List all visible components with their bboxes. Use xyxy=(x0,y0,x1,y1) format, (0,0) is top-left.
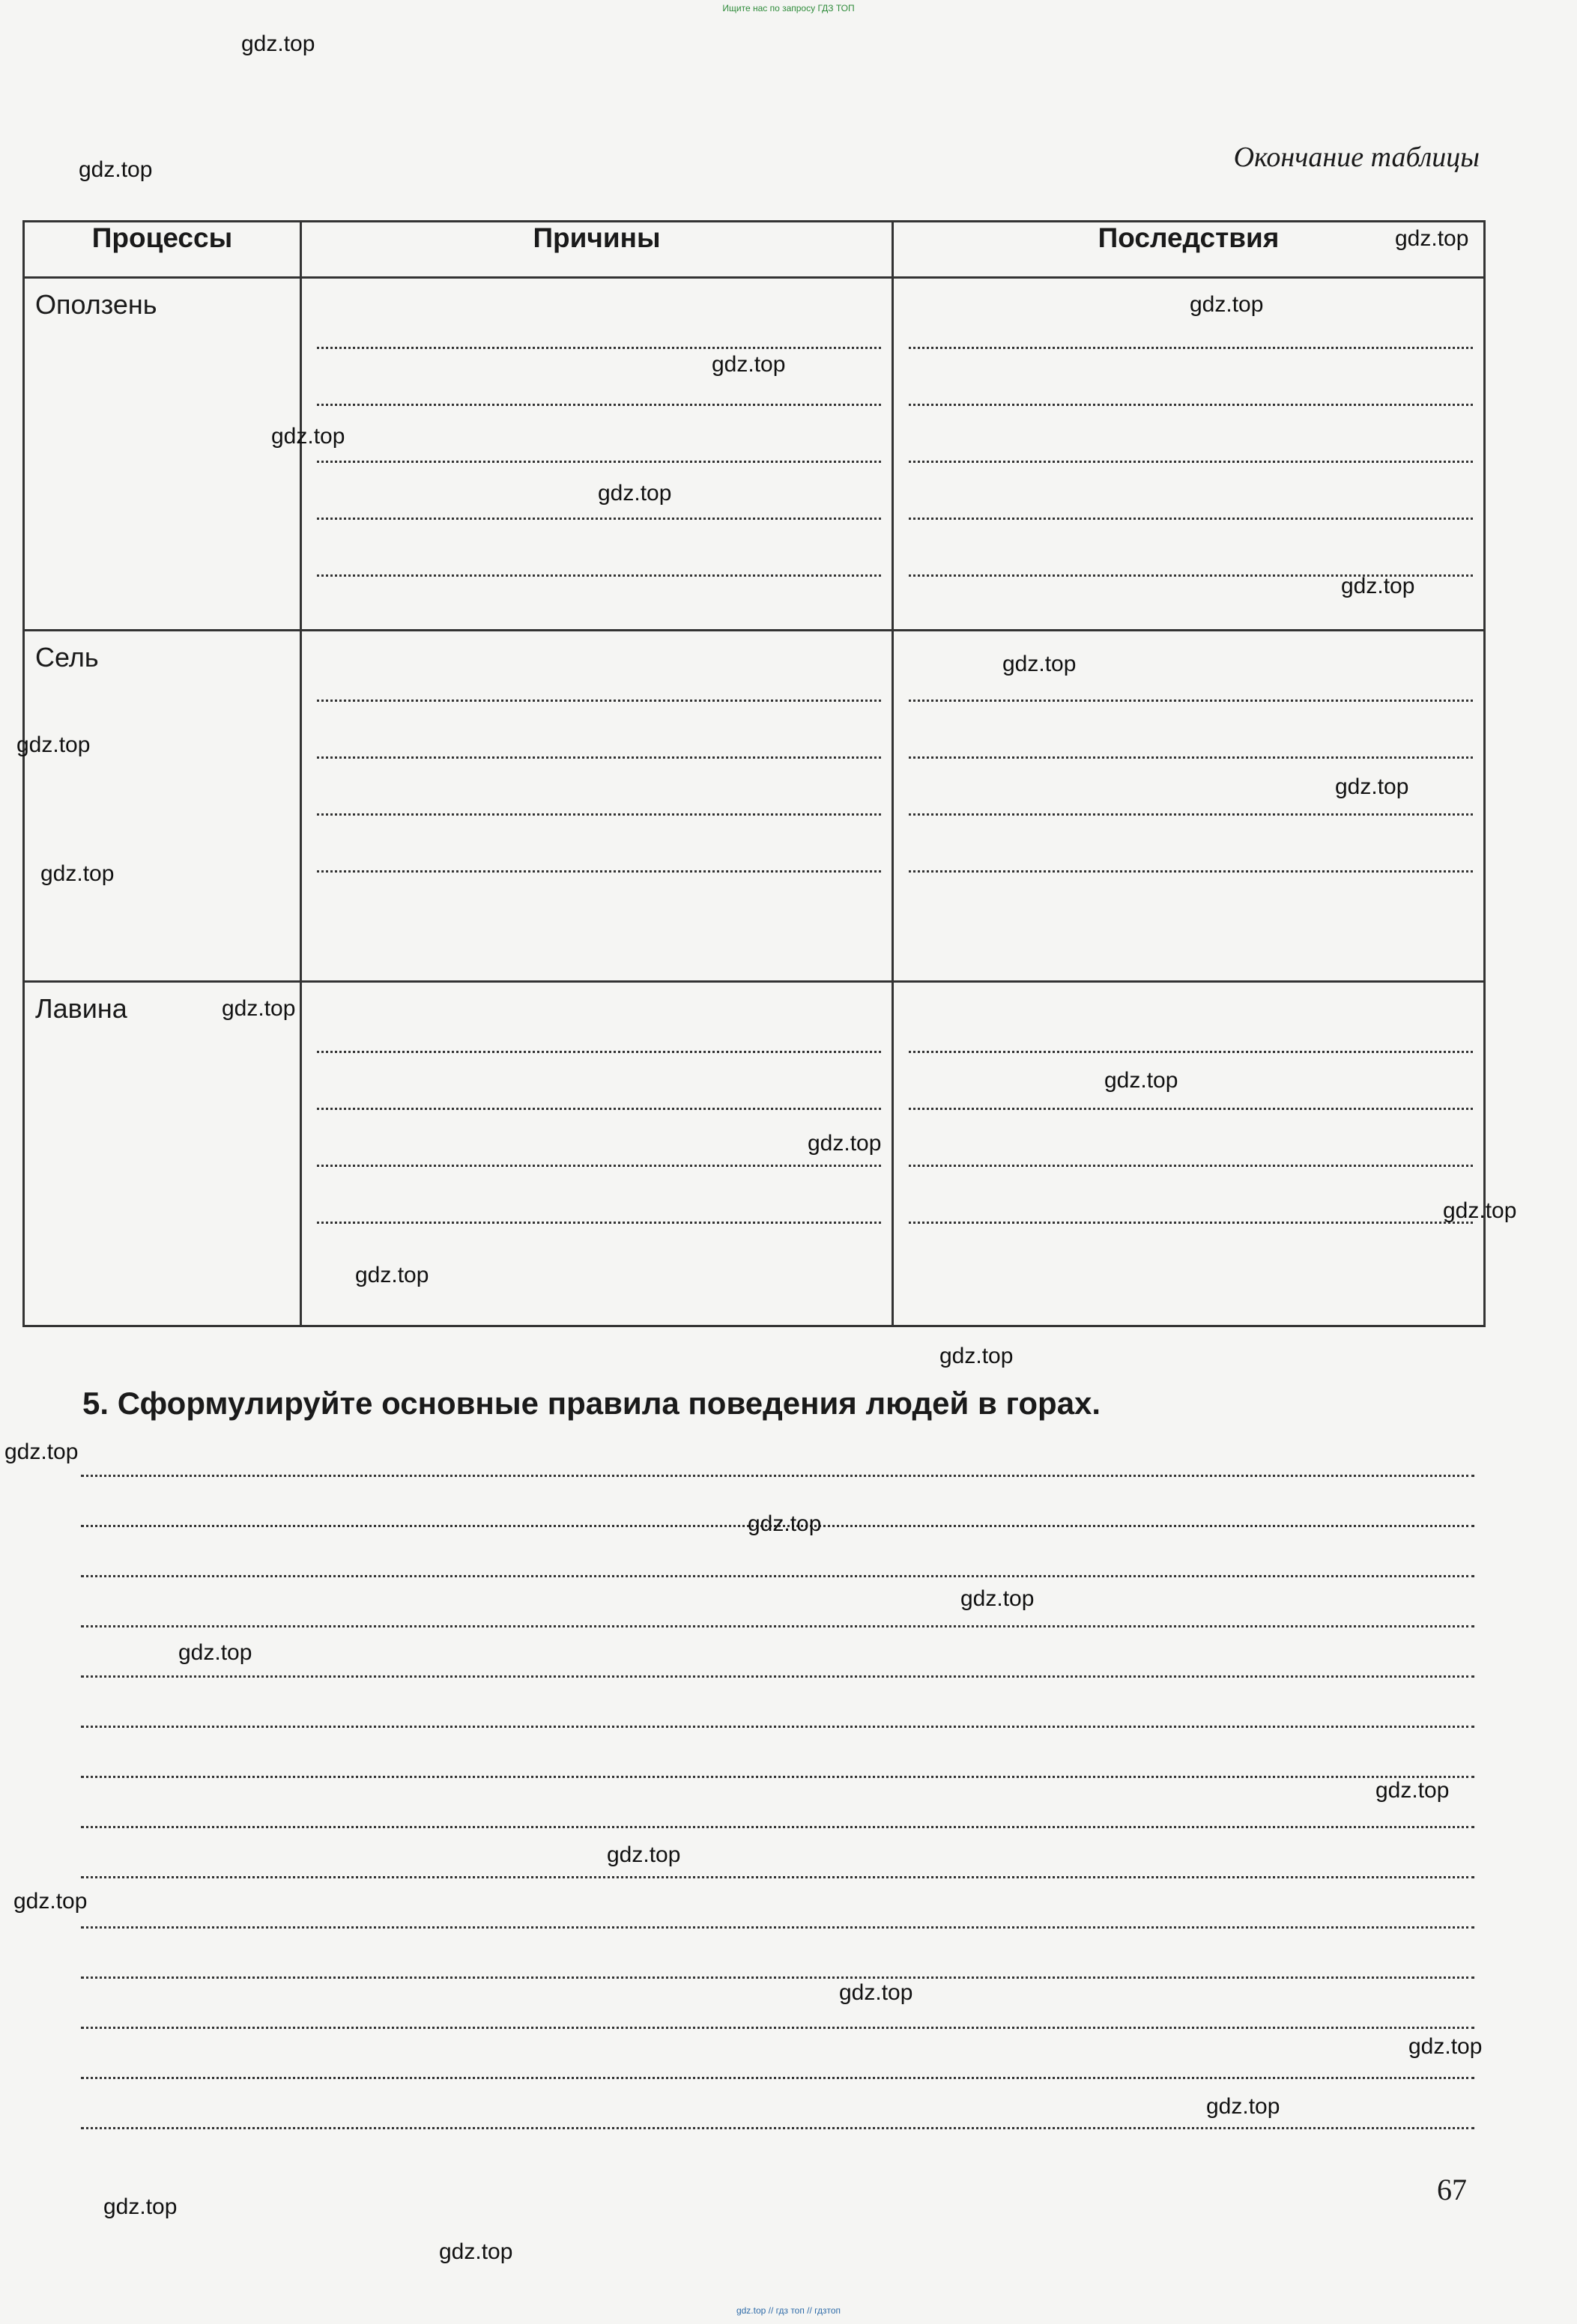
watermark: gdz.top xyxy=(40,861,115,886)
mudflow-causes-field[interactable] xyxy=(301,631,893,982)
mudflow-consequences-field[interactable] xyxy=(893,631,1485,982)
watermark: gdz.top xyxy=(1341,574,1415,598)
watermark: gdz.top xyxy=(16,732,91,757)
watermark: gdz.top xyxy=(1408,2034,1483,2059)
processes-table xyxy=(22,220,1486,1327)
header-processes: Процессы xyxy=(24,222,301,278)
watermark: gdz.top xyxy=(1443,1198,1517,1223)
watermark: gdz.top xyxy=(839,1980,913,2005)
watermark: gdz.top xyxy=(598,481,672,506)
watermark: gdz.top xyxy=(1002,652,1077,676)
task-number: 5. xyxy=(82,1386,109,1421)
watermark: gdz.top xyxy=(1206,2094,1280,2119)
watermark: gdz.top xyxy=(178,1640,252,1665)
top-banner[interactable]: Ищите нас по запросу ГДЗ ТОП xyxy=(722,3,855,13)
page-number: 67 xyxy=(1437,2173,1467,2206)
watermark: gdz.top xyxy=(607,1842,681,1867)
watermark: gdz.top xyxy=(712,352,786,377)
row-avalanche-name: Лавина xyxy=(24,982,301,1326)
watermark: gdz.top xyxy=(271,424,345,449)
watermark: gdz.top xyxy=(1375,1778,1450,1803)
task-5-title xyxy=(82,1386,1101,1422)
watermark: gdz.top xyxy=(439,2239,513,2264)
watermark: gdz.top xyxy=(1395,226,1469,251)
bottom-banner[interactable]: gdz.top // гдз топ // гдзтоп xyxy=(736,2305,841,2316)
watermark: gdz.top xyxy=(355,1263,429,1287)
row-mudflow-name: Сель xyxy=(24,631,301,982)
header-consequences: Последствия xyxy=(893,222,1485,278)
watermark: gdz.top xyxy=(808,1131,882,1156)
watermark: gdz.top xyxy=(241,31,315,56)
watermark: gdz.top xyxy=(1104,1068,1178,1093)
table-title: Окончание таблицы xyxy=(1233,142,1480,173)
watermark: gdz.top xyxy=(13,1889,88,1914)
watermark: gdz.top xyxy=(1190,292,1264,317)
watermark: gdz.top xyxy=(103,2194,178,2219)
watermark: gdz.top xyxy=(939,1344,1014,1368)
watermark: gdz.top xyxy=(79,157,153,182)
landslide-causes-field[interactable] xyxy=(301,278,893,631)
task-text: Сформулируйте основные правила поведения людей в горах. xyxy=(117,1386,1101,1421)
watermark: gdz.top xyxy=(4,1439,79,1464)
avalanche-consequences-field[interactable] xyxy=(893,982,1485,1326)
watermark: gdz.top xyxy=(1335,774,1409,799)
watermark: gdz.top xyxy=(748,1511,822,1536)
watermark: gdz.top xyxy=(960,1586,1035,1611)
watermark: gdz.top xyxy=(222,996,296,1021)
header-causes: Причины xyxy=(301,222,893,278)
row-landslide-name: Оползень xyxy=(24,278,301,631)
